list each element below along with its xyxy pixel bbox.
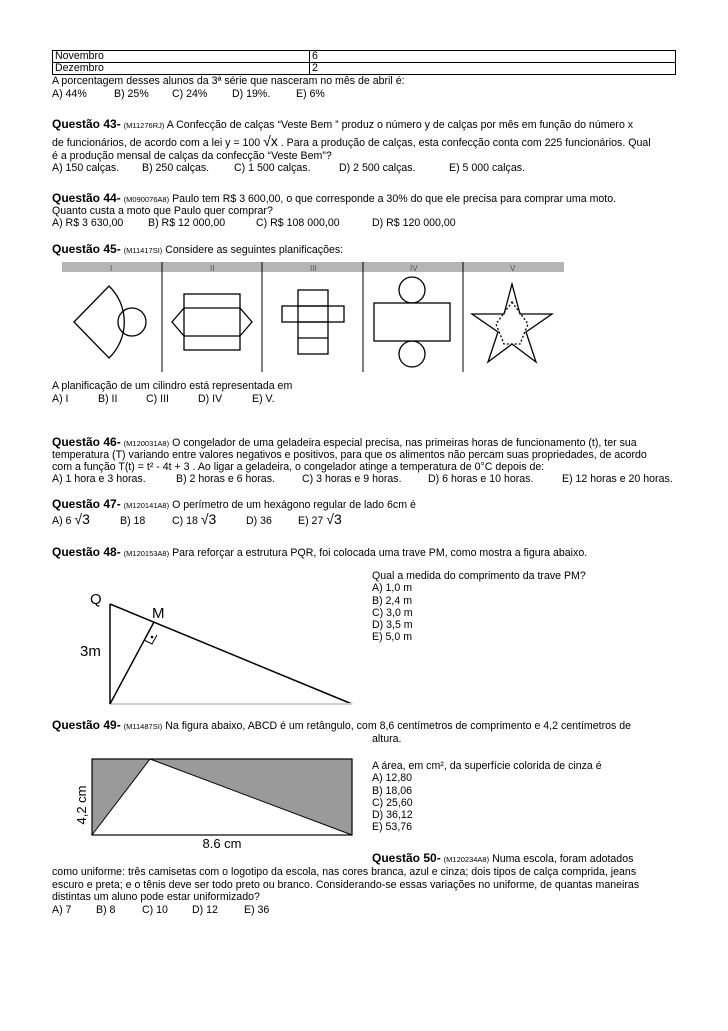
- question-code: (M090076A8): [123, 195, 170, 204]
- figure-header-iii: III: [310, 264, 317, 273]
- birth-month-table: [52, 50, 676, 75]
- option: B) 18,06: [372, 784, 413, 797]
- option: B) R$ 12 000,00: [148, 217, 226, 229]
- q46-line1: [52, 436, 637, 450]
- question-code: (M120234A8): [443, 855, 490, 864]
- option: [298, 513, 342, 527]
- table-row: [53, 51, 676, 63]
- option: [172, 513, 246, 527]
- option: E) 53,76: [372, 821, 413, 834]
- table-cell-month: Novembro: [53, 51, 310, 63]
- question-label: Questão 43-: [52, 117, 121, 131]
- cube-net: [282, 290, 344, 354]
- radical-sign: √x: [263, 133, 278, 149]
- option: B) 2 horas e 6 horas.: [176, 473, 275, 485]
- option: C) 25,60: [372, 796, 413, 809]
- option: C) 1 500 calças.: [234, 162, 311, 174]
- q47-options: [52, 513, 342, 527]
- question-code: (M120031A8): [123, 439, 170, 448]
- q50-line3: escuro e preta; e o tênis deve ser todo preto ou branco. Considerando-se essas variações no uniforme, de quantas maneiras: [52, 879, 640, 891]
- q49-line2: altura.: [372, 733, 402, 745]
- option: D) 12: [192, 904, 218, 916]
- option: D) 6 horas e 10 horas.: [428, 473, 534, 485]
- q42-text: A porcentagem desses alunos da 3ª série que nasceram no mês de abril é:: [52, 75, 405, 87]
- label-height: 4,2 cm: [74, 785, 89, 825]
- table-row: [53, 63, 676, 75]
- cylinder-net: [374, 277, 450, 367]
- option-text: C) 18: [172, 515, 198, 527]
- option: A) 7: [52, 904, 72, 916]
- question-code: (M120153A8): [123, 549, 170, 558]
- option: D) 19%.: [232, 88, 271, 100]
- question-code: (M11487SI): [123, 722, 163, 731]
- option: A) 150 calças.: [52, 162, 120, 174]
- q48-answers: [372, 570, 586, 644]
- option: A) 1 hora e 3 horas.: [52, 473, 146, 485]
- q45-options: [52, 393, 275, 405]
- q50-line1: [372, 852, 633, 866]
- q44-line2: Quanto custa a moto que Paulo quer comprar?: [52, 205, 273, 217]
- figure-header-i: I: [110, 264, 113, 273]
- prism-net: [172, 294, 252, 350]
- q48-line1: [52, 546, 587, 560]
- option-text: A) 6: [52, 515, 72, 527]
- question-label: Questão 49-: [52, 718, 121, 732]
- question-text: Numa escola, foram adotados: [492, 853, 634, 865]
- option: A) 1,0 m: [372, 582, 413, 595]
- question-text: Considere as seguintes planificações:: [165, 244, 344, 256]
- q44-line1: [52, 192, 616, 206]
- table-cell-value: 2: [310, 63, 676, 75]
- planifications-figure: [62, 262, 564, 372]
- q43-line3: é a produção mensal de calças da confecção “Veste Bem”?: [52, 150, 332, 162]
- option: C) R$ 108 000,00: [256, 217, 340, 229]
- radical-sign: √3: [74, 511, 90, 527]
- side-qr: [110, 604, 352, 704]
- option: B) II: [98, 393, 118, 405]
- option: A) 44%: [52, 88, 87, 100]
- option: B) 25%: [114, 88, 149, 100]
- q44-options: [52, 217, 456, 229]
- q43-options: [52, 162, 525, 174]
- label-m: M: [152, 605, 165, 622]
- beam-pm: [110, 622, 154, 704]
- q49-line1: [52, 719, 631, 733]
- option: D) R$ 120 000,00: [372, 217, 456, 229]
- q43-line1: [52, 118, 633, 132]
- figure-header-ii: II: [210, 264, 215, 273]
- option: [52, 513, 120, 527]
- radical-sign: √3: [326, 511, 342, 527]
- table-cell-value: 6: [310, 51, 676, 63]
- q46-line3: com a função T(t) = t² - 4t + 3 . Ao ligar a geladeira, o congelador atinge a temperatura de 0°C depois de:: [52, 461, 545, 473]
- option: B) 250 calças.: [142, 162, 210, 174]
- q46-options: [52, 473, 673, 485]
- right-angle-dot: [151, 636, 154, 639]
- option-text: E) 27: [298, 515, 324, 527]
- question-text: Paulo tem R$ 3 600,00, o que corresponde a 30% do que ele precisa para comprar uma moto.: [172, 193, 617, 205]
- option: B) 18: [120, 515, 146, 527]
- option: C) 3 horas e 9 horas.: [302, 473, 402, 485]
- q43-line2: [52, 135, 651, 149]
- option: A) 12,80: [372, 772, 413, 785]
- q45-line1: [52, 243, 343, 257]
- question-label: Questão 47-: [52, 497, 121, 511]
- option: A) R$ 3 630,00: [52, 217, 124, 229]
- q49-answers: [372, 760, 602, 834]
- option: A) I: [52, 393, 69, 405]
- option: D) 3,5 m: [372, 619, 413, 632]
- question-code: (M11276RJ): [123, 121, 165, 130]
- option: C) 10: [142, 904, 168, 916]
- q48-question: Qual a medida do comprimento da trave PM?: [372, 570, 586, 582]
- question-text: de funcionários, de acordo com a lei y = 100: [52, 137, 261, 149]
- table-cell-month: Dezembro: [53, 63, 310, 75]
- option: E) 12 horas e 20 horas.: [562, 473, 673, 485]
- q45-question: A planificação de um cilindro está representada em: [52, 380, 293, 392]
- question-label: Questão 48-: [52, 545, 121, 559]
- question-code: (M120141A8): [123, 501, 170, 510]
- q49-question: A área, em cm², da superfície colorida de cinza é: [372, 760, 602, 772]
- question-text: . Para a produção de calças, esta confecção conta com 225 funcionários. Qual: [280, 137, 651, 149]
- figure-header-iv: IV: [410, 264, 418, 273]
- option: E) 5,0 m: [372, 631, 413, 644]
- cone-net: [74, 286, 146, 358]
- option: C) 24%: [172, 88, 208, 100]
- option: D) 36: [246, 515, 272, 527]
- q46-line2: temperatura (T) variando entre valores negativos e positivos, para que os alimentos não percam suas propriedades, de acordo: [52, 449, 647, 461]
- pqr-figure: [72, 586, 362, 706]
- option: B) 8: [96, 904, 116, 916]
- question-text: A Confecção de calças “Veste Bem ” produz o número y de calças por mês em função do número x: [166, 119, 634, 131]
- option: D) 36,12: [372, 809, 413, 822]
- rectangle-figure: [66, 755, 362, 850]
- question-code: (M11417SI): [123, 246, 163, 255]
- question-label: Questão 44-: [52, 191, 121, 205]
- q47-line1: [52, 498, 416, 512]
- option: E) 5 000 calças.: [449, 162, 525, 174]
- label-q: Q: [90, 591, 102, 608]
- option: C) 3,0 m: [372, 606, 413, 619]
- radical-sign: √3: [200, 511, 217, 527]
- question-text: O congelador de uma geladeira especial precisa, nas primeiras horas de funcionamento (t), ter sua: [172, 437, 637, 449]
- option: C) III: [146, 393, 169, 405]
- question-text: Para reforçar a estrutura PQR, foi colocada uma trave PM, como mostra a figura abaixo.: [172, 547, 588, 559]
- option: B) 2,4 m: [372, 594, 413, 607]
- question-text: Na figura abaixo, ABCD é um retângulo, com 8,6 centímetros de comprimento e 4,2 centímetros de: [165, 720, 632, 732]
- q50-options: [52, 904, 269, 916]
- question-label: Questão 45-: [52, 242, 121, 256]
- q50-line2: como uniforme: três camisetas com o logotipo da escola, nas cores branca, azul e cinza; dois tipos de calça comprida, jeans: [52, 866, 637, 878]
- option: E) 36: [244, 904, 270, 916]
- question-label: Questão 50-: [372, 851, 441, 865]
- question-label: Questão 46-: [52, 435, 121, 449]
- question-text: O perímetro de um hexágono regular de lado 6cm é: [172, 499, 416, 511]
- label-3m: 3m: [80, 643, 101, 660]
- pyramid-net: [472, 284, 552, 362]
- figure-header-v: V: [510, 264, 516, 273]
- q42-options: [52, 88, 325, 100]
- label-width: 8.6 cm: [202, 836, 242, 850]
- option: D) IV: [198, 393, 223, 405]
- q50-line4: distintas um aluno pode estar uniformizado?: [52, 891, 260, 903]
- option: E) 6%: [296, 88, 325, 100]
- option: E) V.: [252, 393, 275, 405]
- option: D) 2 500 calças.: [339, 162, 416, 174]
